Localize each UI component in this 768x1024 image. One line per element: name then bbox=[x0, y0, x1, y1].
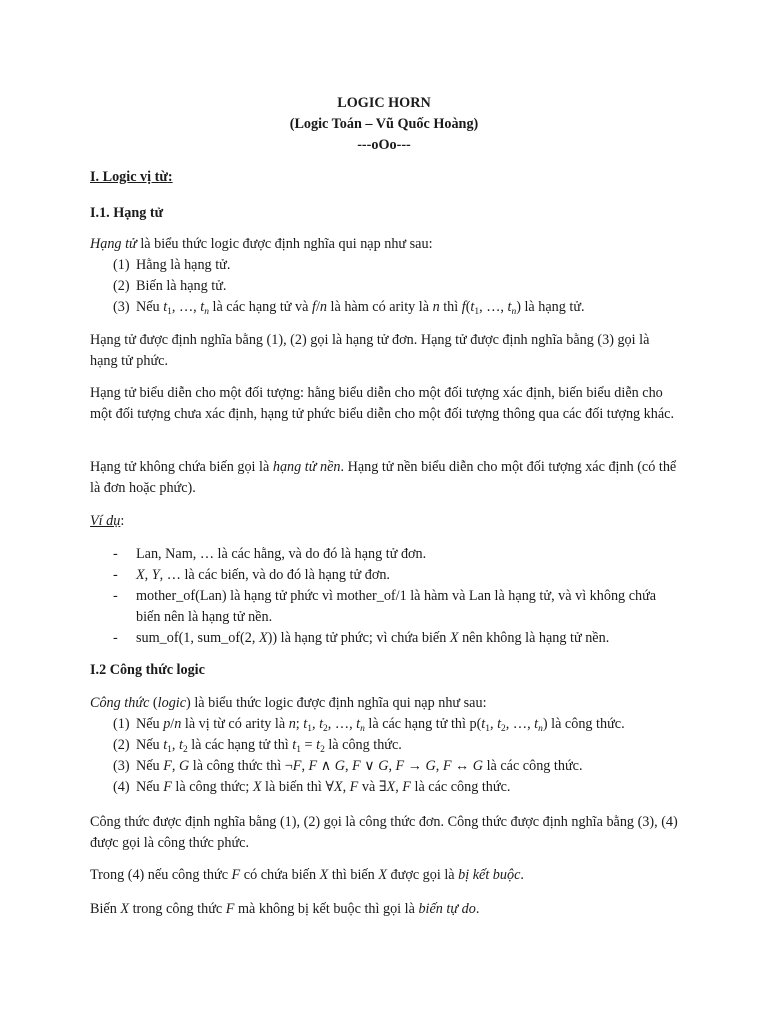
doc-subtitle: (Logic Toán – Vũ Quốc Hoàng) bbox=[289, 116, 479, 132]
paragraph: Hạng tử không chứa biến gọi là hạng tử nền. Hạng tử nền biểu diễn cho một đối tượng xác định (có thể là đơn hoặc phức). bbox=[90, 459, 677, 496]
paragraph: Hạng tử được định nghĩa bằng (1), (2) gọi là hạng tử đơn. Hạng tử được định nghĩa bằng (3) gọi là hạng tử phức. bbox=[90, 332, 650, 369]
paragraph: Hạng tử biểu diễn cho một đối tượng: hằng biểu diễn cho một đối tượng xác định, biến biểu diễn cho một đối tượng chưa xác định, hạng tử phức biểu diễn cho một đối tượng thông qua các đối tượng khác. bbox=[90, 385, 675, 422]
paragraph: Công thức được định nghĩa bằng (1), (2) gọi là công thức đơn. Công thức được định nghĩa bằng (3), (4) được gọi là công thức phức. bbox=[90, 814, 678, 851]
list-item: - mother_of(Lan) là hạng tử phức vì mother_of/1 là hàm và Lan là hạng tử, và vì không chứa biến nên là hạng tử nền. bbox=[113, 588, 657, 625]
document-page: LOGIC HORN (Logic Toán – Vũ Quốc Hoàng) ---oOo--- I. Logic vị từ: I.1. Hạng tử Hạng tử là biểu thức logic được định nghĩa qui nạp như sau: (1) Hằng là hạng tử. (2) Biến là hạng tử. (3) Nếu $t_1$, …, $t_n$ là các hạng tử và f/n là hàm có arity là n thì $f(t_1$, …, $t_n$) là hạng tử. Hạng tử được định nghĩa bằng (1), (2) gọi là hạng tử đơn. Hạng tử được định nghĩa bằng (3) gọi là hạng tử phức. Hạng tử biểu diễn cho một đối tượng: hằng biểu diễn cho một đối tượng xác định, biến biểu diễn cho một đối tượng chưa xác định, hạng tử phức biểu diễn cho một đối tượng thông qua các đối tượng khác. Hạng tử không chứa biến gọi là hạng tử nền. Hạng tử nền biểu diễn cho một đối tượng xác định (có thể là đơn hoặc phức). Ví dụ: - Lan, Nam, … là các hằng, và do đó là hạng tử đơn. - X, Y, … là các biến, và do đó là hạng tử đơn. - mother_of(Lan) là hạng tử phức vì mother_of/1 là hàm và Lan là hạng tử, và vì không chứa biến nên là hạng tử nền. - sum_of(1, sum_of(2, X)) là hạng tử phức; vì chứa biến X nên không là hạng tử nền. I.2 Công thức logic Công thức (logic) là biểu thức logic được định nghĩa qui nạp như sau: (1) Nếu p/n là vị từ có arity là n; $t_1$, $t_2$, …, $t_n$ là các hạng tử thì $p(t_1$, $t_2$, …, $t_n$) là công thức. (2) Nếu $t_1$, $t_2$ là các hạng tử thì $t_1 = t_2$ là công thức. (3) Nếu F, G là công thức thì ¬F, F ∧ G, F ∨ G, F → G, F ↔ G là các công thức. (4) Nếu F là công thức; X là biến thì ∀X, F và ∃X, F là các công thức. Công thức được định nghĩa bằng (1), (2) gọi là công thức đơn. Công thức được định nghĩa bằng (3), (4) được gọi là công thức phức. Trong (4) nếu công thức F có chứa biến X thì biến X được gọi là bị kết buộc. Biến X trong công thức F mà không bị kết buộc thì gọi là biến tự do. bbox=[0, 0, 768, 1024]
doc-ornament: ---oOo--- bbox=[357, 137, 411, 153]
formula-definition-intro: Công thức (logic) là biểu thức logic được định nghĩa qui nạp như sau: bbox=[90, 695, 487, 711]
section-heading-1: I. Logic vị từ: bbox=[90, 169, 173, 185]
section-heading-1-2: I.2 Công thức logic bbox=[90, 662, 205, 678]
paragraph: Trong (4) nếu công thức F có chứa biến X thì biến X được gọi là bị kết buộc. bbox=[90, 867, 524, 883]
paragraph: Biến X trong công thức F mà không bị kết buộc thì gọi là biến tự do. bbox=[90, 901, 480, 917]
doc-title: LOGIC HORN bbox=[337, 95, 431, 111]
example-label: Ví dụ: bbox=[90, 513, 125, 529]
term-definition-intro: Hạng tử là biểu thức logic được định nghĩa qui nạp như sau: bbox=[90, 236, 433, 252]
section-heading-1-1: I.1. Hạng tử bbox=[90, 205, 164, 221]
